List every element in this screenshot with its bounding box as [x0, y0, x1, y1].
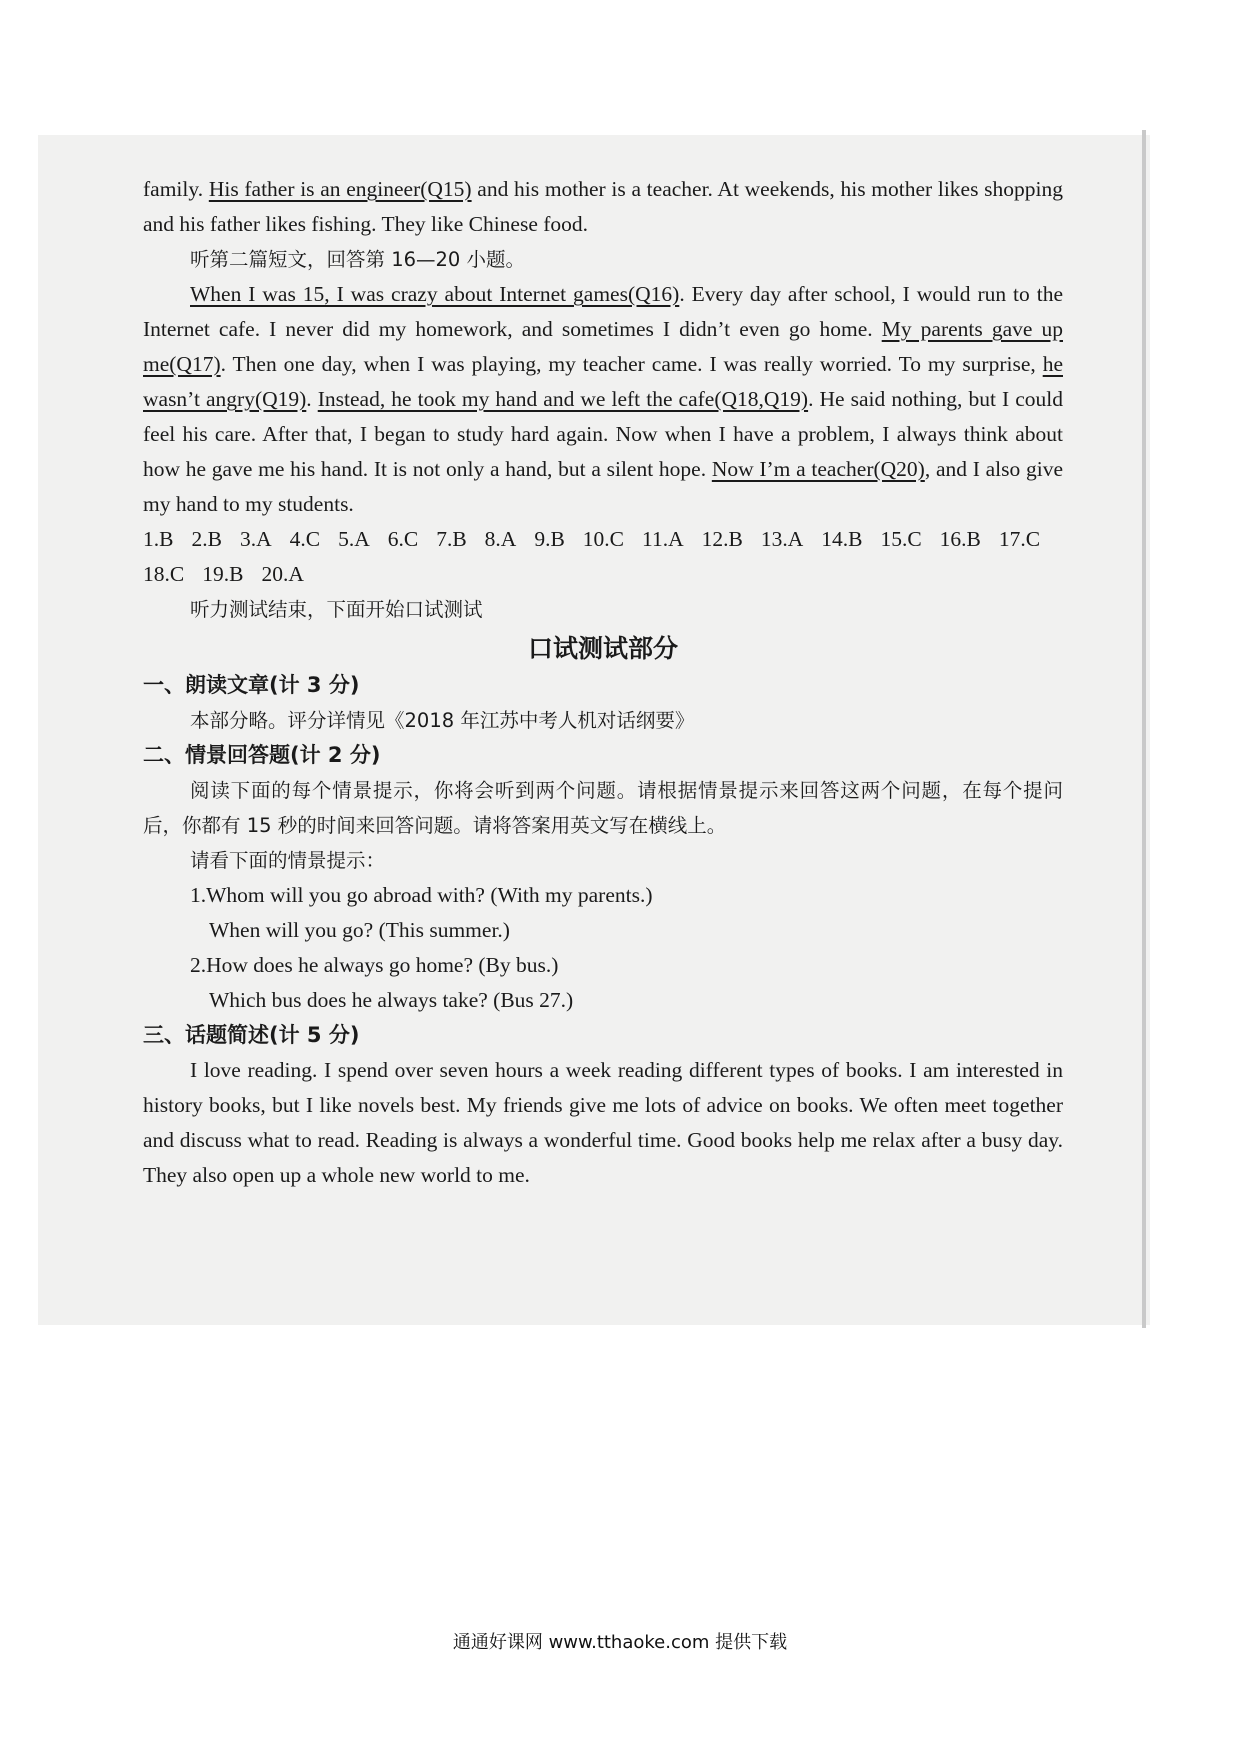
underlined-answer: When I was 15, I was crazy about Internet games(Q16)	[190, 282, 680, 306]
answer-item: 2.B	[191, 527, 222, 551]
listening-end-note: 听力测试结束，下面开始口试测试	[190, 598, 483, 621]
part-1-title: 一、朗读文章(计 3 分)	[143, 673, 360, 697]
script-paragraph-2: When I was 15, I was crazy about Internet games(Q16). Every day after school, I would run to the Internet cafe. I never did my homework, and sometimes I didn’t even go home. My parents gave up me(Q17). Then one day, when I was playing, my teacher came. I was really worried. To my surprise, he wasn’t angry(Q19). Instead, he took my hand and we left the cafe(Q18,Q19). He said nothing, but I could feel his care. After that, I began to study hard again. Now when I have a problem, I always think about how he gave me his hand. It is not only a hand, but a silent hope. Now I’m a teacher(Q20), and I also give my hand to my students.	[143, 282, 1063, 516]
part-3-text: I love reading. I spend over seven hours a week reading different types of books. I am interested in history books, but I like novels best. My friends give me lots of advice on books. We often meet together and discuss what to read. Reading is always a wonderful time. Good books help me relax after a busy day. They also open up a whole new world to me.	[143, 1058, 1063, 1187]
part-1-text: 本部分略。评分详情见《2018 年江苏中考人机对话纲要》	[190, 709, 695, 732]
answer-item: 4.C	[289, 527, 321, 551]
situation-question: 1.Whom will you go abroad with? (With my parents.)	[190, 883, 653, 907]
answer-item: 1.B	[143, 527, 174, 551]
underlined-answer: Now I’m a teacher(Q20)	[711, 457, 925, 481]
answer-item: 3.A	[239, 527, 272, 551]
answer-item: 17.C	[998, 527, 1041, 551]
part-2-prompt-label: 请看下面的情景提示：	[190, 849, 386, 872]
oral-test-title: 口试测试部分	[527, 634, 678, 663]
situation-question: When will you go? (This summer.)	[209, 918, 510, 942]
underlined-answer: he wasn’t angry(Q19)	[143, 352, 1063, 411]
script-paragraph-1: family. His father is an engineer(Q15) and his mother is a teacher. At weekends, his mother likes shopping and his father likes fishing. They like Chinese food.	[143, 177, 1063, 236]
answer-item: 15.C	[880, 527, 922, 551]
answer-item: 11.A	[642, 527, 684, 551]
part-2-title: 二、情景回答题(计 2 分)	[143, 743, 381, 767]
underlined-answer: His father is an engineer(Q15)	[208, 177, 472, 201]
page-edge	[1142, 130, 1146, 1328]
download-footer: 通通好课网 www.tthaoke.com 提供下载	[452, 1632, 788, 1653]
answer-item: 8.A	[484, 527, 517, 551]
answer-item: 20.A	[261, 562, 304, 586]
answer-item: 10.C	[582, 527, 624, 551]
answer-item: 14.B	[821, 527, 863, 551]
answer-item: 6.C	[387, 527, 419, 551]
answer-item: 16.B	[939, 527, 981, 551]
situation-question: 2.How does he always go home? (By bus.)	[190, 953, 559, 977]
part-2-instruction: 阅读下面的每个情景提示，你将会听到两个问题。请根据情景提示来回答这两个问题，在每个提问后，你都有 15 秒的时间来回答问题。请将答案用英文写在横线上。	[143, 779, 1063, 837]
underlined-answer: My parents gave up me(Q17)	[143, 317, 1063, 376]
answer-item: 19.B	[202, 562, 244, 586]
answer-item: 13.A	[760, 527, 804, 551]
situation-question: Which bus does he always take? (Bus 27.)	[209, 988, 574, 1012]
part-3-title: 三、话题简述(计 5 分)	[143, 1023, 360, 1047]
section-2-heading: 听第二篇短文，回答第 16—20 小题。	[190, 248, 526, 271]
document-body	[143, 172, 1063, 1193]
answer-item: 5.A	[338, 527, 370, 551]
underlined-answer: Instead, he took my hand and we left the cafe(Q18,Q19)	[317, 387, 809, 411]
answer-key	[143, 522, 1063, 592]
answer-item: 18.C	[143, 562, 185, 586]
answer-item: 12.B	[701, 527, 743, 551]
answer-item: 7.B	[436, 527, 467, 551]
answer-item: 9.B	[534, 527, 565, 551]
